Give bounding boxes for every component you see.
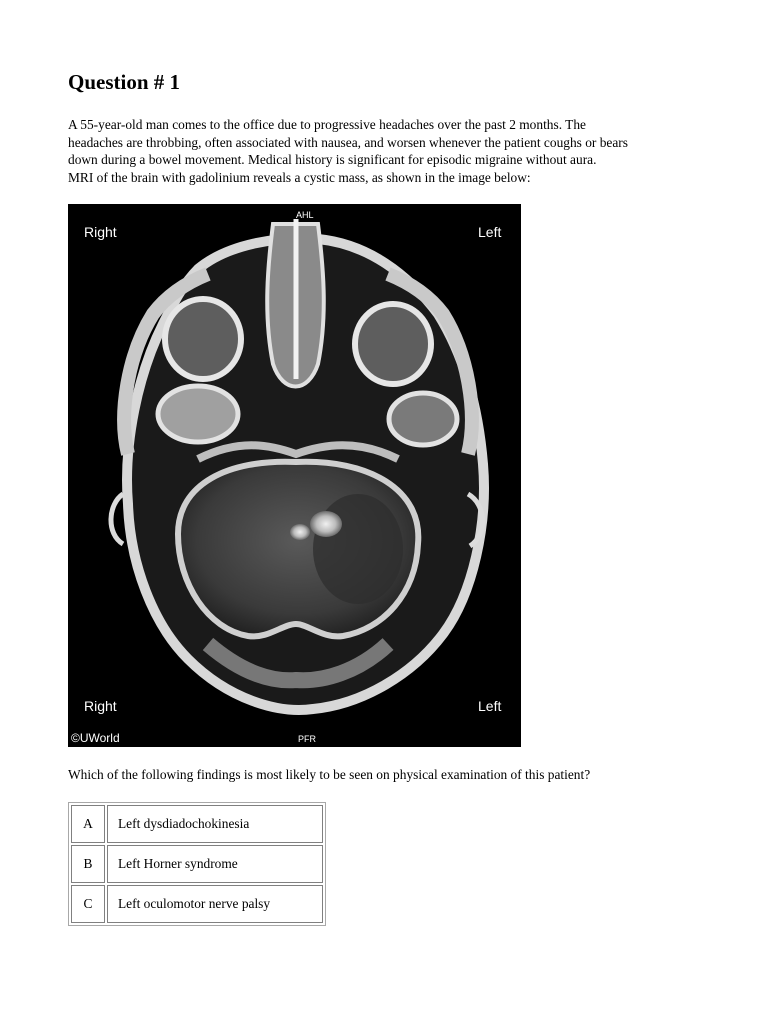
copyright-label: ©UWorld (71, 731, 120, 745)
orientation-label-ahl: AHL (296, 210, 314, 220)
choice-text[interactable]: Left Horner syndrome (107, 845, 323, 883)
stem-line: headaches are throbbing, often associated with nausea, and worsen whenever the patient coughs or bears (68, 134, 628, 150)
question-title: Question # 1 (68, 70, 181, 94)
mri-brain-scan-graphic (68, 204, 521, 747)
answer-choices-table (68, 802, 326, 926)
answer-choice-a[interactable] (71, 805, 323, 843)
orientation-label-pfr: PFR (298, 734, 316, 744)
orientation-label-left-top: Left (478, 224, 502, 240)
question-prompt: Which of the following findings is most likely to be seen on physical examination of this patient? (68, 767, 591, 782)
answer-choice-b[interactable] (71, 845, 323, 883)
stem-line: MRI of the brain with gadolinium reveals a cystic mass, as shown in the image below: (68, 169, 531, 185)
choice-letter[interactable]: C (71, 885, 105, 923)
orientation-label-right-top: Right (84, 224, 117, 240)
choice-letter[interactable]: B (71, 845, 105, 883)
stem-line: A 55-year-old man comes to the office due to progressive headaches over the past 2 months. The (68, 117, 586, 132)
stem-line: down during a bowel movement. Medical history is significant for episodic migraine without aura. (68, 152, 597, 167)
choice-text[interactable]: Left oculomotor nerve palsy (107, 885, 323, 923)
question-stem (68, 116, 708, 186)
mri-image (68, 204, 521, 747)
choice-text[interactable]: Left dysdiadochokinesia (107, 805, 323, 843)
orientation-label-right-bottom: Right (84, 698, 117, 714)
answer-choice-c[interactable] (71, 885, 323, 923)
orientation-label-left-bottom: Left (478, 698, 502, 714)
choice-letter[interactable]: A (71, 805, 105, 843)
